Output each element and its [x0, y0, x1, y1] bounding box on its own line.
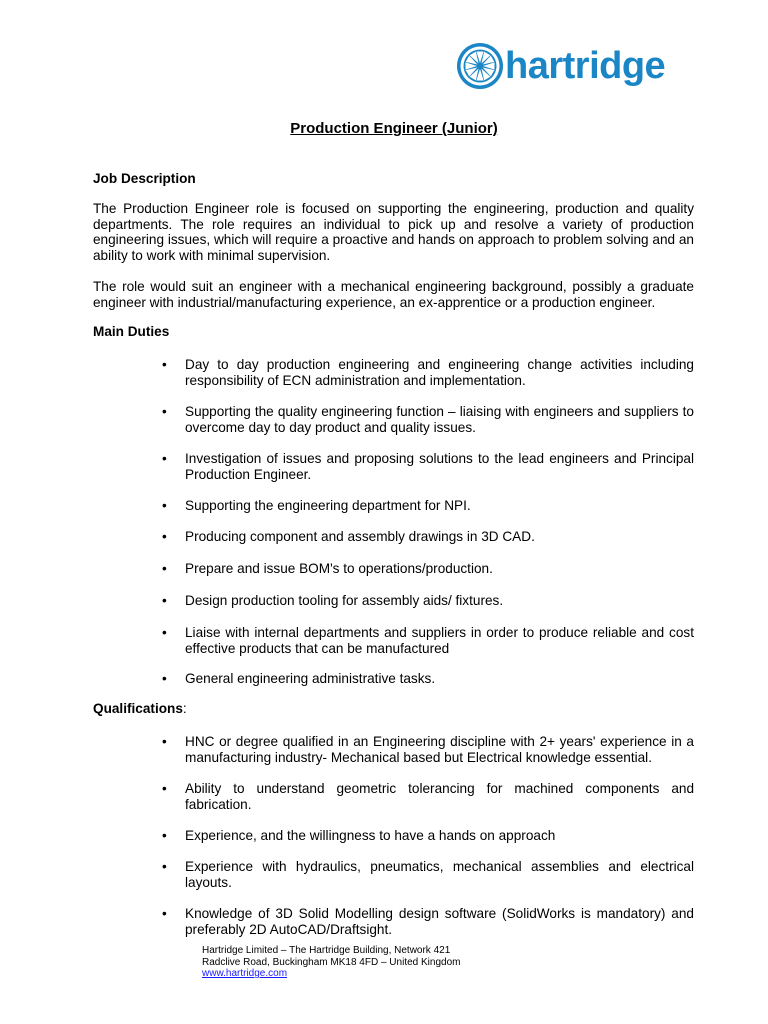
duty-text: General engineering administrative tasks.	[185, 671, 436, 686]
duty-item	[162, 561, 694, 577]
bullet-icon: •	[162, 529, 167, 544]
footer-address-line-2: Radclive Road, Buckingham MK18 4FD – United Kingdom	[202, 956, 461, 968]
bullet-icon: •	[162, 357, 167, 372]
logo-wordmark: hartridge	[505, 45, 666, 87]
bullet-icon: •	[162, 561, 167, 576]
duty-item	[162, 625, 694, 656]
bullet-icon: •	[162, 404, 167, 419]
bullet-icon: •	[162, 906, 167, 921]
footer-address-line-1: Hartridge Limited – The Hartridge Building, Network 421	[202, 945, 451, 956]
duty-item	[162, 357, 694, 388]
bullet-icon: •	[162, 781, 167, 796]
job-description-heading: Job Description	[93, 171, 196, 186]
duty-text: Supporting the engineering department for NPI.	[185, 498, 471, 513]
duty-item	[162, 498, 694, 514]
bullet-icon: •	[162, 625, 167, 640]
duty-item	[162, 451, 694, 482]
duty-text: Day to day production engineering and engineering change activities including responsibility of ECN administration and implementation.	[185, 357, 694, 388]
qualification-text: Ability to understand geometric tolerancing for machined components and fabrication.	[185, 781, 694, 812]
company-website-link[interactable]: www.hartridge.com	[202, 968, 288, 979]
duty-item	[162, 404, 694, 435]
hartridge-wheel-icon	[456, 42, 504, 90]
duty-text: Prepare and issue BOM's to operations/production.	[185, 561, 493, 576]
bullet-icon: •	[162, 828, 167, 843]
duty-text: Supporting the quality engineering function – liaising with engineers and suppliers to overcome day to day product and quality issues.	[185, 404, 694, 435]
qualification-item	[162, 781, 694, 812]
duty-item	[162, 529, 694, 545]
duty-text: Design production tooling for assembly aids/ fixtures.	[185, 593, 504, 608]
duty-text: Producing component and assembly drawings in 3D CAD.	[185, 529, 535, 544]
qualification-text: HNC or degree qualified in an Engineering discipline with 2+ years' experience in a manufacturing industry- Mechanical based but Electrical knowledge essential.	[185, 734, 694, 765]
job-description-paragraph-1: The Production Engineer role is focused on supporting the engineering, production and quality departments. The role requires an individual to pick up and resolve a variety of production engineering issues, which will require a proactive and hands on approach to problem solving and an ability to work with minimal supervision.	[93, 201, 694, 263]
duty-text: Investigation of issues and proposing solutions to the lead engineers and Principal Production Engineer.	[185, 451, 694, 482]
main-duties-heading: Main Duties	[93, 324, 170, 339]
qualification-text: Experience, and the willingness to have a hands on approach	[185, 828, 556, 843]
qualification-item	[162, 828, 694, 844]
qualification-text: Knowledge of 3D Solid Modelling design software (SolidWorks is mandatory) and preferably 2D AutoCAD/Draftsight.	[185, 906, 694, 937]
qualification-item	[162, 734, 694, 765]
qualifications-heading: Qualifications:	[93, 701, 187, 716]
duty-item	[162, 671, 694, 687]
company-address-footer	[202, 945, 460, 980]
bullet-icon: •	[162, 734, 167, 749]
qualification-text: Experience with hydraulics, pneumatics, mechanical assemblies and electrical layouts.	[185, 859, 694, 890]
qualification-item	[162, 859, 694, 890]
duty-item	[162, 593, 694, 609]
bullet-icon: •	[162, 671, 167, 686]
bullet-icon: •	[162, 859, 167, 874]
bullet-icon: •	[162, 498, 167, 513]
job-description-paragraph-2: The role would suit an engineer with a mechanical engineering background, possibly a graduate engineer with industrial/manufacturing experience, an ex-apprentice or a production engineer.	[93, 279, 694, 310]
bullet-icon: •	[162, 593, 167, 608]
duty-text: Liaise with internal departments and suppliers in order to produce reliable and cost effective products that can be manufactured	[185, 625, 694, 656]
page-title: Production Engineer (Junior)	[290, 120, 498, 137]
qualification-item	[162, 906, 694, 937]
company-logo	[456, 42, 696, 90]
bullet-icon: •	[162, 451, 167, 466]
